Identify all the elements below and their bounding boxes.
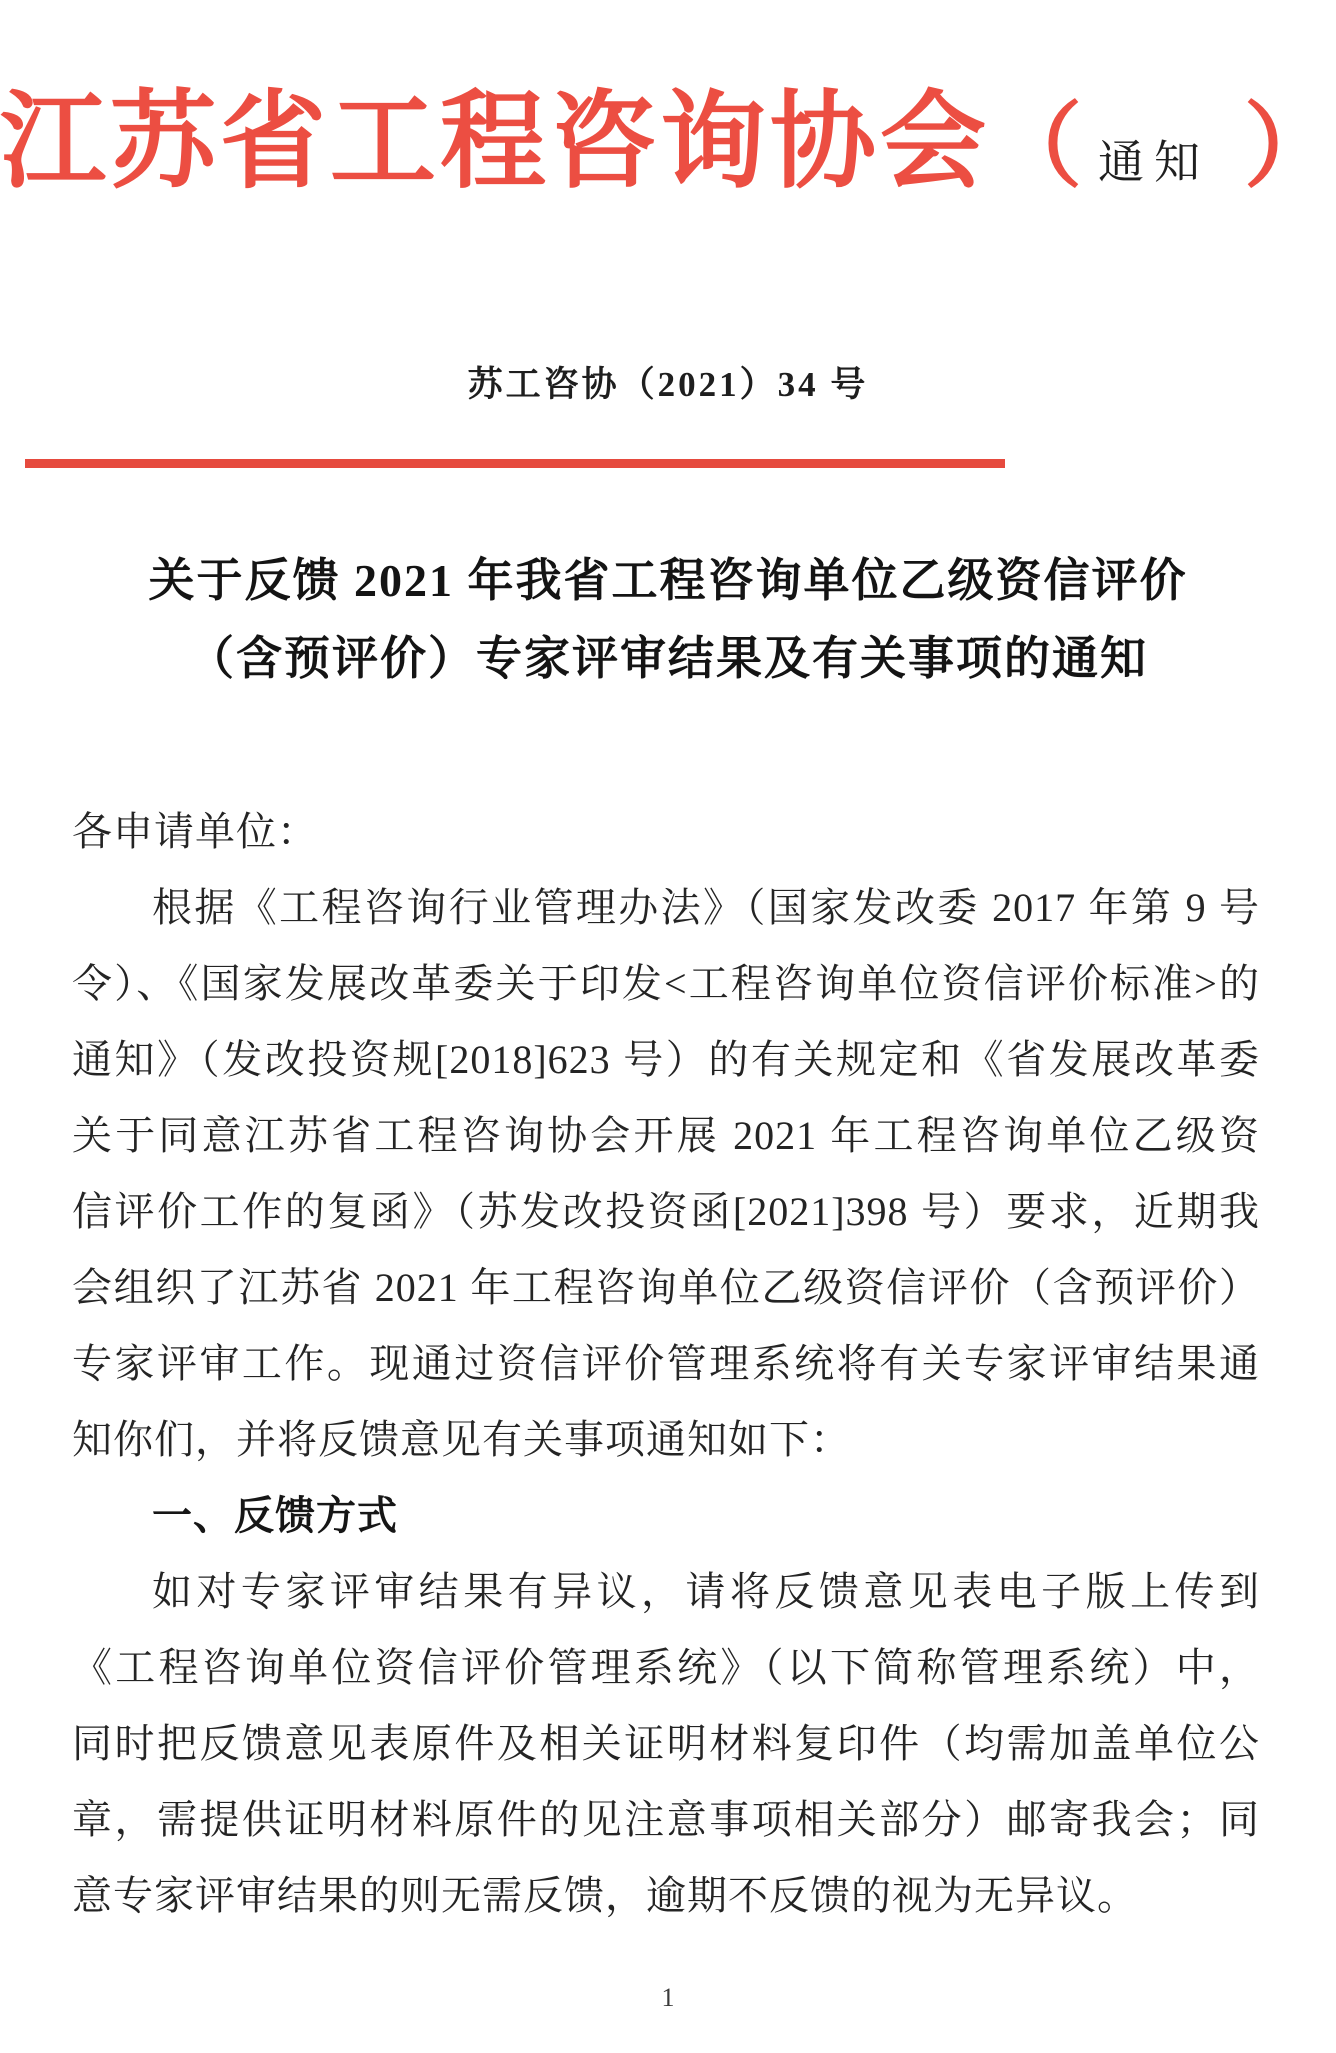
paragraph-line: 根据《工程咨询行业管理办法》（国家发改委 2017 年第 9 号 <box>152 884 1260 930</box>
page-number: 1 <box>661 1983 675 2012</box>
red-divider-rule <box>25 459 1005 468</box>
document-title <box>0 542 1336 698</box>
paragraph-1 <box>72 870 1260 1478</box>
paragraph-line: 意专家评审结果的则无需反馈，逾期不反馈的视为无异议。 <box>72 1872 1138 1918</box>
masthead <box>0 0 1336 203</box>
document-body <box>72 794 1260 1934</box>
paragraph-line: 如对专家评审结果有异议，请将反馈意见表电子版上传到 <box>152 1568 1260 1614</box>
paragraph-line: 关于同意江苏省工程咨询协会开展 2021 年工程咨询单位乙级资 <box>72 1112 1260 1158</box>
masthead-paren-close: ） <box>1244 96 1336 198</box>
paragraph-line: 同时把反馈意见表原件及相关证明材料复印件（均需加盖单位公 <box>72 1720 1260 1766</box>
paragraph-line: 令）、《国家发展改革委关于印发<工程咨询单位资信评价标准>的 <box>72 960 1260 1006</box>
masthead-organization: 江苏省工程咨询协会 <box>0 84 990 201</box>
paragraph-line: 章，需提供证明材料原件的见注意事项相关部分）邮寄我会；同 <box>72 1796 1260 1842</box>
paragraph-line: 通知》（发改投资规[2018]623 号）的有关规定和《省发展改革委 <box>72 1036 1260 1082</box>
paragraph-line: 《工程咨询单位资信评价管理系统》（以下简称管理系统）中， <box>72 1644 1260 1690</box>
paragraph-line: 知你们，并将反馈意见有关事项通知如下： <box>72 1416 851 1462</box>
paragraph-line: 专家评审工作。现通过资信评价管理系统将有关专家评审结果通 <box>72 1340 1260 1386</box>
salutation: 各申请单位： <box>72 808 318 854</box>
paragraph-2 <box>72 1554 1260 1934</box>
masthead-paren-open: （ <box>989 96 1082 198</box>
section-heading: 一、反馈方式 <box>152 1492 398 1538</box>
title-line: 关于反馈 2021 年我省工程咨询单位乙级资信评价 <box>148 554 1188 606</box>
title-line: （含预评价）专家评审结果及有关事项的通知 <box>188 632 1148 684</box>
masthead-doc-type: 通知 <box>1098 137 1210 188</box>
paragraph-line: 会组织了江苏省 2021 年工程咨询单位乙级资信评价（含预评价） <box>72 1264 1260 1310</box>
paragraph-line: 信评价工作的复函》（苏发改投资函[2021]398 号）要求，近期我 <box>72 1188 1260 1234</box>
document-number: 苏工咨协（2021）34 号 <box>467 364 869 404</box>
